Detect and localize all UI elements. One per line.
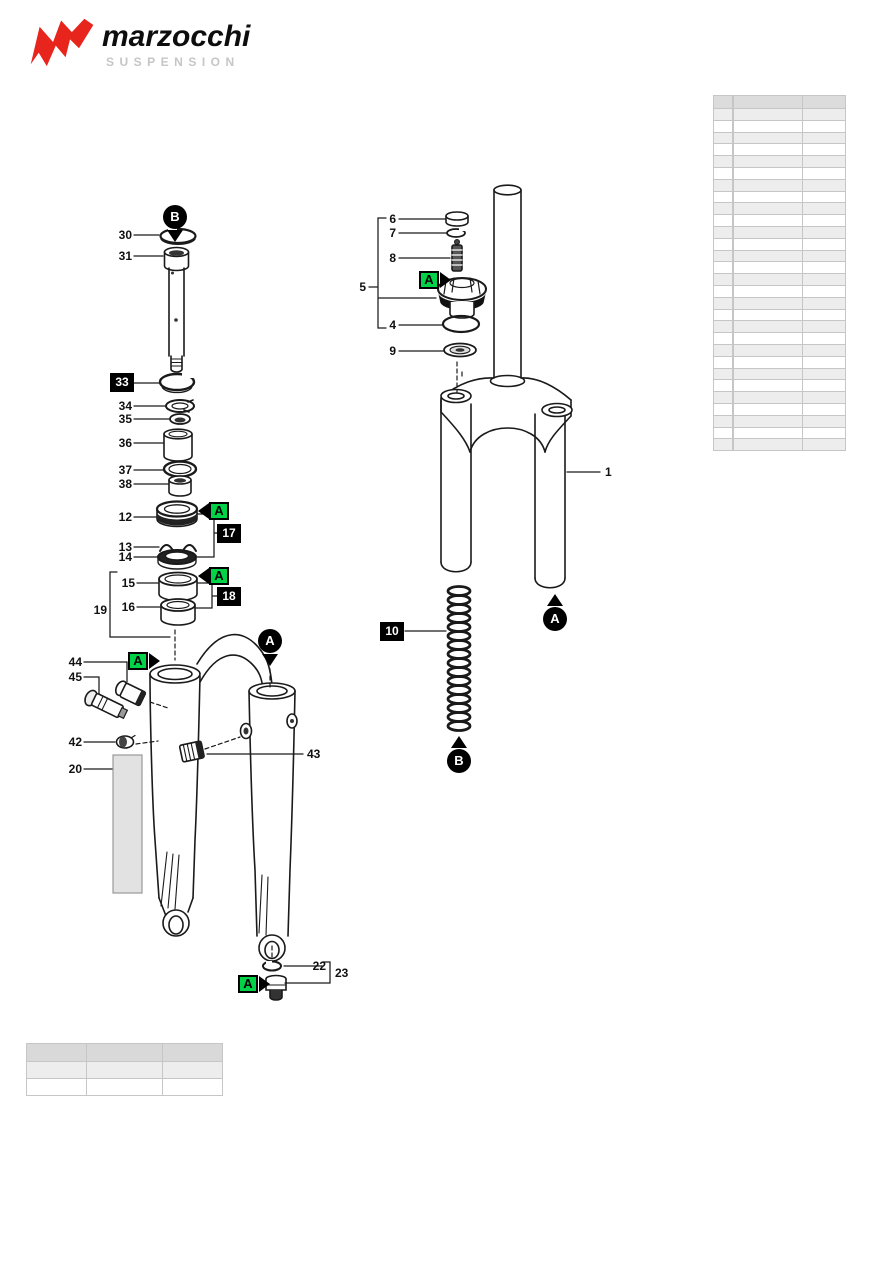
callout-a-marker: A bbox=[419, 271, 439, 289]
balloon-a-marker: A bbox=[543, 607, 567, 631]
part-label-19: 19 bbox=[93, 603, 107, 617]
part-label-36: 36 bbox=[118, 436, 132, 450]
table-row bbox=[714, 285, 846, 297]
callout-a-marker: A bbox=[209, 502, 229, 520]
balloon-pointer-icon bbox=[262, 654, 278, 666]
part-label-30: 30 bbox=[118, 228, 132, 242]
table-row bbox=[27, 1062, 223, 1079]
sticker-20-drawing bbox=[113, 755, 142, 893]
part-label-43: 43 bbox=[307, 747, 321, 761]
part-label-9: 9 bbox=[389, 344, 396, 358]
balloon-pointer-icon bbox=[451, 736, 467, 748]
legend-table-header bbox=[27, 1044, 223, 1062]
table-row bbox=[714, 179, 846, 191]
part-label-16: 16 bbox=[121, 600, 135, 614]
table-row bbox=[714, 191, 846, 203]
table-row bbox=[714, 167, 846, 179]
table-row bbox=[714, 309, 846, 321]
part-label-34: 34 bbox=[118, 399, 132, 413]
callout-a-marker: A bbox=[209, 567, 229, 585]
part-label-37: 37 bbox=[118, 463, 132, 477]
callout-pointer-icon bbox=[149, 653, 160, 669]
part-label-18-boxed: 18 bbox=[217, 587, 241, 606]
balloon-pointer-icon bbox=[547, 594, 563, 606]
part-label-4: 4 bbox=[389, 318, 396, 332]
parts-list-body bbox=[714, 109, 846, 451]
callout-pointer-icon bbox=[198, 503, 209, 519]
callout-a-marker: A bbox=[128, 652, 148, 670]
table-row bbox=[714, 238, 846, 250]
plug-42-drawing bbox=[117, 736, 136, 749]
fastener-44-drawing bbox=[113, 679, 146, 706]
part-label-42: 42 bbox=[68, 735, 82, 749]
table-row bbox=[714, 321, 846, 333]
callout-pointer-icon bbox=[259, 976, 270, 992]
table-row bbox=[714, 415, 846, 427]
balloon-a-marker: A bbox=[258, 629, 282, 653]
part-label-13: 13 bbox=[118, 540, 132, 554]
table-row bbox=[714, 380, 846, 392]
table-row bbox=[714, 427, 846, 439]
part-label-23: 23 bbox=[335, 966, 349, 980]
part-label-15: 15 bbox=[121, 576, 135, 590]
parts-list-header bbox=[714, 96, 846, 109]
coil-spring-drawing bbox=[448, 587, 470, 731]
table-row bbox=[714, 344, 846, 356]
legend-table-body bbox=[27, 1062, 223, 1096]
leader-lines bbox=[84, 218, 600, 983]
table-row bbox=[714, 120, 846, 132]
table-row bbox=[714, 262, 846, 274]
callout-pointer-icon bbox=[440, 272, 451, 288]
table-row bbox=[714, 297, 846, 309]
part-label-1: 1 bbox=[605, 465, 612, 479]
table-row bbox=[27, 1079, 223, 1096]
balloon-pointer-icon bbox=[167, 230, 183, 242]
part-label-5: 5 bbox=[359, 280, 366, 294]
part-label-31: 31 bbox=[118, 249, 132, 263]
brand-subtitle: SUSPENSION bbox=[106, 55, 240, 69]
part-label-8: 8 bbox=[389, 251, 396, 265]
table-row bbox=[714, 392, 846, 404]
part-label-35: 35 bbox=[118, 412, 132, 426]
table-row bbox=[714, 274, 846, 286]
damper-rod-drawing bbox=[160, 227, 196, 496]
parts-list-table bbox=[713, 95, 846, 451]
plug-43-drawing bbox=[179, 741, 204, 762]
part-label-10-boxed: 10 bbox=[380, 622, 404, 641]
table-row bbox=[714, 144, 846, 156]
part-label-14: 14 bbox=[118, 550, 132, 564]
table-row bbox=[714, 203, 846, 215]
brand-name: marzocchi bbox=[102, 20, 251, 53]
table-row bbox=[714, 403, 846, 415]
top-cap-group-drawing bbox=[438, 212, 486, 376]
callout-a-marker: A bbox=[238, 975, 258, 993]
callout-pointer-icon bbox=[198, 568, 209, 584]
table-row bbox=[714, 132, 846, 144]
part-label-38: 38 bbox=[118, 477, 132, 491]
part-label-20: 20 bbox=[68, 762, 82, 776]
table-row bbox=[714, 368, 846, 380]
table-row bbox=[714, 156, 846, 168]
part-label-6: 6 bbox=[389, 212, 396, 226]
part-label-7: 7 bbox=[389, 226, 396, 240]
seal-stack-drawing bbox=[157, 502, 197, 626]
part-label-44: 44 bbox=[68, 655, 82, 669]
table-row bbox=[714, 109, 846, 121]
balloon-b-marker: B bbox=[447, 749, 471, 773]
part-label-45: 45 bbox=[68, 670, 82, 684]
balloon-b-marker: B bbox=[163, 205, 187, 229]
legend-table bbox=[26, 1043, 223, 1096]
lower-legs-drawing bbox=[150, 635, 297, 961]
part-label-17-boxed: 17 bbox=[217, 524, 241, 543]
table-row bbox=[714, 226, 846, 238]
table-row bbox=[714, 356, 846, 368]
table-row bbox=[714, 439, 846, 451]
table-row bbox=[714, 333, 846, 345]
part-label-22: 22 bbox=[312, 959, 326, 973]
table-row bbox=[714, 215, 846, 227]
part-label-33-boxed: 33 bbox=[110, 373, 134, 392]
table-row bbox=[714, 250, 846, 262]
part-label-12: 12 bbox=[118, 510, 132, 524]
